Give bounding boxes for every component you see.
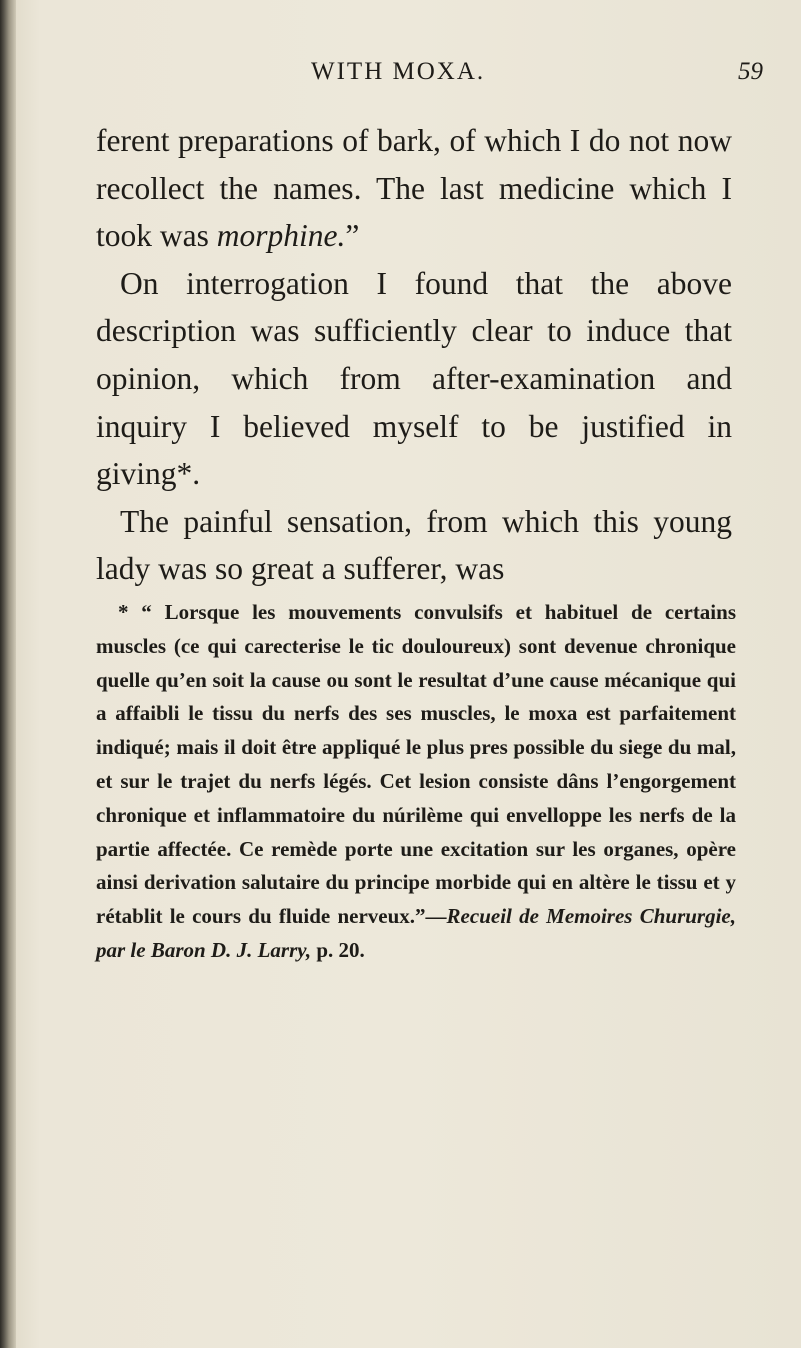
page-binding-edge <box>0 0 16 1348</box>
running-head <box>0 58 801 94</box>
paragraph-continued <box>96 117 732 260</box>
paragraph-2 <box>96 260 732 498</box>
body-text <box>96 117 732 593</box>
paragraph-1-text: ferent preparations of bark, of which I do not now recollect the names. The last medicine which I took was <box>96 123 732 254</box>
paragraph-3-text: The painful sensation, from which this young lady was so great a sufferer, was <box>96 503 732 587</box>
footnote-marker: * <box>118 600 129 624</box>
footnote-reference-marker: * <box>176 456 193 492</box>
paragraph-2-text: On interrogation I found that the above description was sufficiently clear to induce that opinion, which from after-examination and inquiry I believed myself to be justified in giving <box>96 265 732 492</box>
footnote <box>96 596 736 968</box>
footnote-source: Recueil de Memoires Chururgie, par le Baron D. J. Larry, <box>96 904 736 962</box>
running-title: WITH MOXA. <box>311 58 486 85</box>
paragraph-3 <box>96 498 732 593</box>
paragraph-2-end: . <box>192 456 201 492</box>
footnote-text: “ Lorsque les mouvements convulsifs et habituel de certains muscles (ce qui carecterise le tic douloureux) sont devenue chronique quelle qu’en soit la cause ou sont le resultat d’une cause mécanique qui a affaibli le tissu du nerfs des ses muscles, le moxa est parfaitement indiqué; mais il doit être appliqué le plus pres possible du siege du mal, et sur le trajet du nerfs légés. Cet lesion consiste dâns l’engorgement chronique et inflammatoire du núrilème qui envelloppe les nerfs de la partie affectée. Ce remède porte une excitation sur les organes, opère ainsi derivation salutaire du principe morbide qui en altère le tissu et y rétablit le cours du fluide nerveux.”— <box>96 600 736 929</box>
closing-quote: ” <box>345 218 360 254</box>
page-number: 59 <box>738 58 763 85</box>
footnote-page-ref: p. 20. <box>311 937 365 962</box>
italic-term-morphine: morphine. <box>216 218 346 254</box>
